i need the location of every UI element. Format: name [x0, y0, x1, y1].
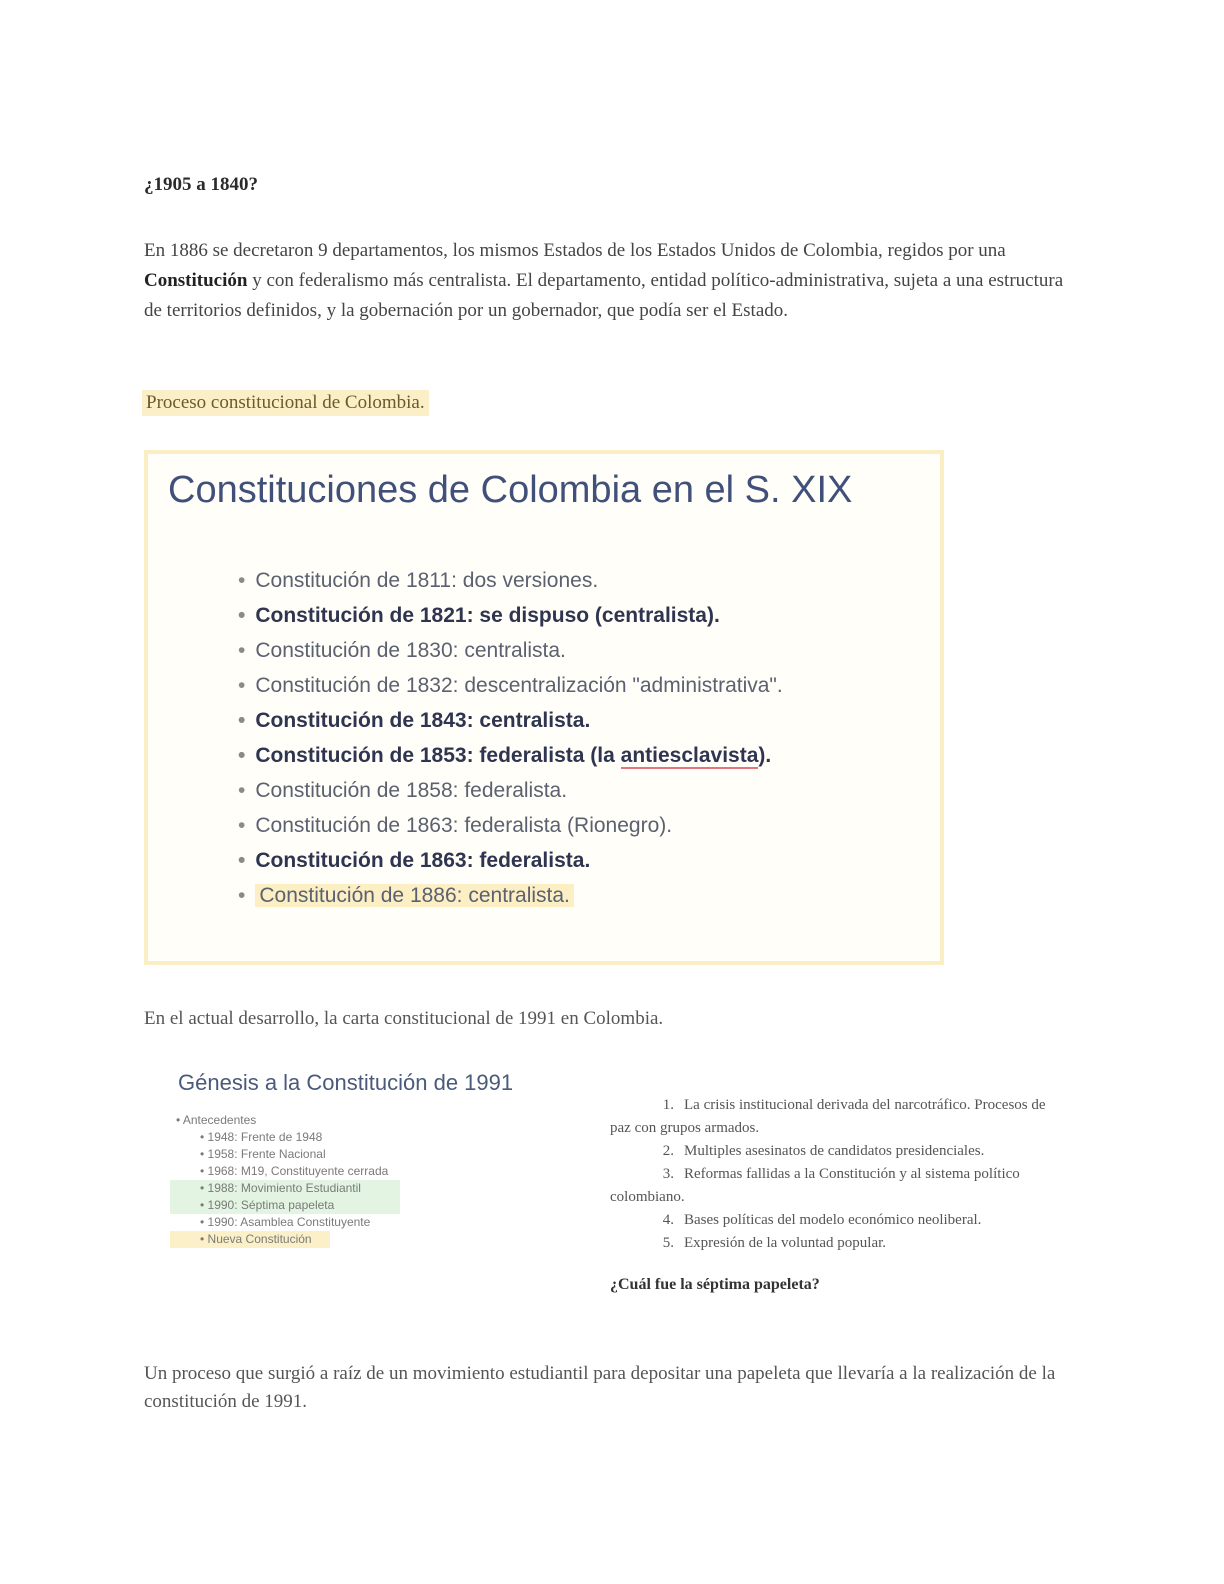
mini-slide-title: Génesis a la Constitución de 1991: [178, 1070, 514, 1095]
list-text: La crisis institucional derivada del narcotráfico. Procesos de paz con grupos armados.: [610, 1097, 1046, 1136]
slide-bullet-text: Constitución de 1858: federalista.: [255, 779, 568, 802]
numbered-list-item: [610, 1094, 1070, 1140]
bullet-icon: •: [238, 639, 246, 662]
spellcheck-underlined-word: antiesclavista: [620, 744, 759, 767]
slide-bullet-text: Constitución de 1832: descentralización "administrativa".: [255, 674, 783, 697]
highlighted-link[interactable]: Proceso constitucional de Colombia.: [142, 390, 429, 416]
intro-bold-term: Constitución: [144, 270, 248, 291]
mini-list-item: • 1958: Frente Nacional: [200, 1147, 326, 1161]
mini-list-item: • Antecedentes: [176, 1113, 257, 1127]
bullet-icon: •: [238, 814, 246, 837]
slide-bullet-text: Constitución de 1830: centralista.: [255, 639, 566, 662]
numbered-list-item: [610, 1232, 1070, 1255]
mini-list-item: • Nueva Constitución: [170, 1231, 330, 1248]
intro-paragraph: [144, 236, 1074, 326]
slide-bullet-text: Constitución de 1863: federalista (Rionegro).: [255, 814, 673, 837]
slide-bullet-item: [238, 601, 783, 636]
bullet-icon: •: [238, 779, 246, 802]
list-text: Expresión de la voluntad popular.: [684, 1235, 887, 1251]
numbered-list-item: [610, 1140, 1070, 1163]
numbered-list: [610, 1094, 1070, 1296]
numbered-list-item: [610, 1163, 1070, 1209]
list-number: 3.: [662, 1166, 674, 1182]
bullet-icon: •: [238, 604, 246, 627]
list-text: Reformas fallidas a la Constitución y al sistema político colombiano.: [610, 1166, 1020, 1205]
second-paragraph: En el actual desarrollo, la carta constitucional de 1991 en Colombia.: [144, 1008, 664, 1029]
slide-bullet-item: [238, 671, 783, 706]
slide-bullet-item: [238, 741, 783, 776]
list-text: Bases políticas del modelo económico neoliberal.: [684, 1212, 982, 1228]
slide-bullet-item: [238, 706, 783, 741]
closing-paragraph: Un proceso que surgió a raíz de un movimiento estudiantil para depositar una papeleta que llevaría a la realización de la constitución de 1991.: [144, 1363, 1056, 1412]
mini-slide-image: [170, 1070, 590, 1290]
list-text: Multiples asesinatos de candidatos presidenciales.: [684, 1143, 985, 1159]
numbered-list-item: [610, 1209, 1070, 1232]
section-heading: ¿1905 a 1840?: [144, 174, 258, 195]
intro-text-after: y con federalismo más centralista. El departamento, entidad político-administrativa, sujeta a una estructura de territorios definidos, y la gobernación por un gobernador, que podía ser el Estado.: [144, 270, 1064, 321]
slide-title: Constituciones de Colombia en el S. XIX: [168, 469, 853, 511]
slide-bullet-item: [238, 811, 783, 846]
slide-bullet-list: [238, 566, 783, 916]
mini-list-item: • 1988: Movimiento Estudiantil: [170, 1180, 400, 1197]
slide-bullet-tail: ).: [758, 744, 772, 767]
list-number: 1.: [662, 1097, 674, 1113]
bullet-icon: •: [238, 674, 246, 697]
slide-bullet-text: Constitución de 1886: centralista.: [255, 884, 574, 907]
mini-list-item: • 1990: Séptima papeleta: [170, 1197, 400, 1214]
bullet-icon: •: [238, 569, 246, 592]
slide-bullet-text: Constitución de 1811: dos versiones.: [255, 569, 599, 592]
slide-bullet-item: [238, 881, 783, 916]
slide-bullet-text: Constitución de 1853: federalista (la antiesclavista).: [255, 744, 772, 767]
list-number: 5.: [662, 1235, 674, 1251]
bullet-icon: •: [238, 849, 246, 872]
intro-text-before: En 1886 se decretaron 9 departamentos, los mismos Estados de los Estados Unidos de Colombia, regidos por una: [144, 240, 1006, 261]
bullet-icon: •: [238, 709, 246, 732]
list-number: 4.: [662, 1212, 674, 1228]
slide-bullet-text: Constitución de 1863: federalista.: [255, 849, 591, 872]
question-heading: ¿Cuál fue la séptima papeleta?: [610, 1276, 820, 1293]
slide-bullet-item: [238, 776, 783, 811]
bullet-icon: •: [238, 744, 246, 767]
list-number: 2.: [662, 1143, 674, 1159]
slide-bullet-text: Constitución de 1843: centralista.: [255, 709, 591, 732]
mini-list-item: • 1990: Asamblea Constituyente: [200, 1215, 371, 1229]
mini-list-item: • 1968: M19, Constituyente cerrada: [200, 1164, 389, 1178]
mini-list-item: • 1948: Frente de 1948: [200, 1130, 323, 1144]
bullet-icon: •: [238, 884, 246, 907]
slide-bullet-text: Constitución de 1821: se dispuso (centralista).: [255, 604, 720, 627]
mini-slide-list: [170, 1112, 590, 1248]
slide-bullet-item: [238, 566, 783, 601]
slide-image: [144, 450, 944, 965]
slide-bullet-item: [238, 846, 783, 881]
slide-bullet-item: [238, 636, 783, 671]
